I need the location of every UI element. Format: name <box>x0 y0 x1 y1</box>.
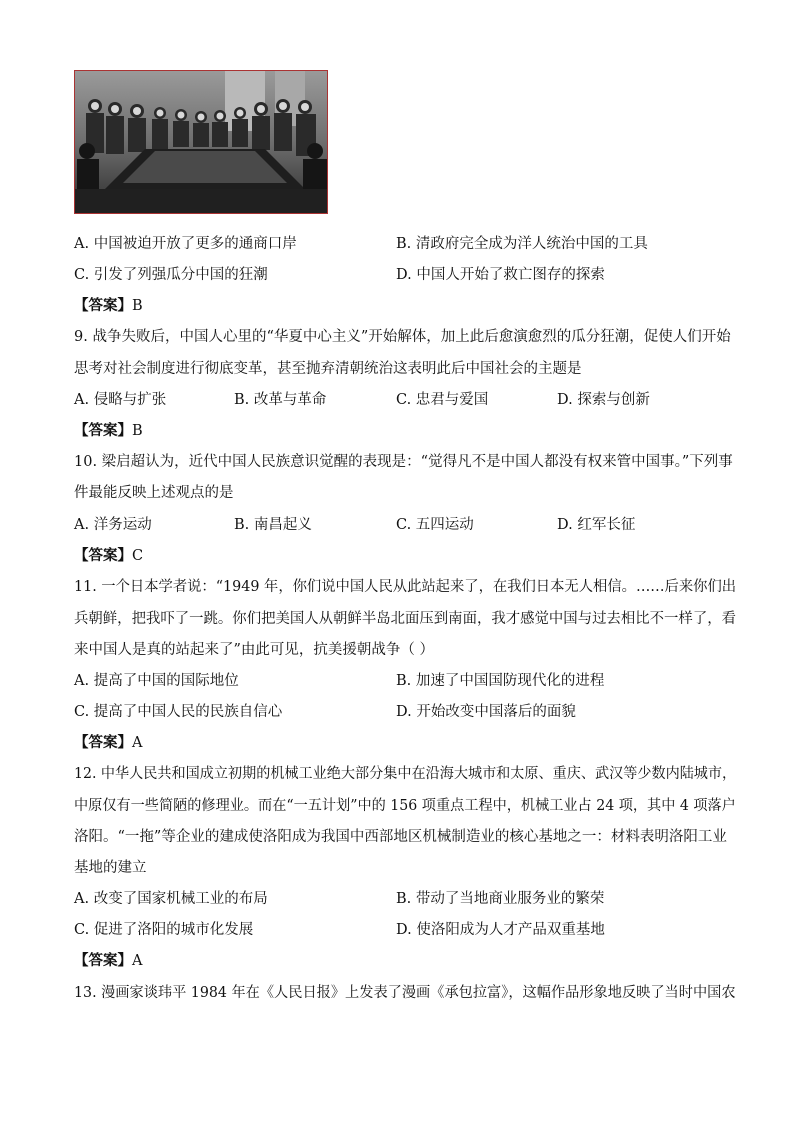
historical-photo <box>74 70 328 214</box>
q12-line-4: 基地的建立 <box>74 860 147 876</box>
q12-line-3: 洛阳。“一拖”等企业的建成使洛阳成为我国中西部地区机械制造业的核心基地之一：材料表明洛阳工业 <box>74 829 727 845</box>
q11-line-1: 11. 一个日本学者说：“1949 年，你们说中国人民从此站起来了，在我们日本无人相信。……后来你们出 <box>74 579 737 595</box>
q11-answer <box>74 733 142 753</box>
q12-option-d: D. 使洛阳成为人才产品双重基地 <box>396 922 605 938</box>
q12-option-a: A. 改变了国家机械工业的布局 <box>74 891 268 907</box>
answer-tag: 【答案】 <box>74 297 132 314</box>
q10-answer <box>74 546 143 566</box>
q9-line-1: 9. 战争失败后，中国人心里的“华夏中心主义”开始解体，加上此后愈演愈烈的瓜分狂潮，促使人们开始 <box>74 329 731 345</box>
q8-option-d: D. 中国人开始了救亡图存的探索 <box>396 267 605 283</box>
answer-tag: 【答案】 <box>74 734 132 751</box>
answer-tag: 【答案】 <box>74 952 132 969</box>
q8-answer <box>74 296 143 316</box>
photo-illustration <box>75 71 327 213</box>
q10-option-a: A. 洋务运动 <box>74 517 152 533</box>
q8-option-b: B. 清政府完全成为洋人统治中国的工具 <box>396 236 648 252</box>
answer-tag: 【答案】 <box>74 422 132 439</box>
q9-option-a: A. 侵略与扩张 <box>74 392 167 408</box>
q12-option-b: B. 带动了当地商业服务业的繁荣 <box>396 891 605 907</box>
answer-value: A <box>132 735 143 751</box>
q13-line-1: 13. 漫画家谈玮平 1984 年在《人民日报》上发表了漫画《承包拉富》，这幅作品形象地反映了当时中国农 <box>74 985 736 1001</box>
q11-line-3: 来中国人是真的站起来了”由此可见，抗美援朝战争（ ） <box>74 642 435 658</box>
q11-option-c: C. 提高了中国人民的民族自信心 <box>74 704 283 720</box>
q12-option-c: C. 促进了洛阳的城市化发展 <box>74 922 254 938</box>
q12-line-1: 12. 中华人民共和国成立初期的机械工业绝大部分集中在沿海大城市和太原、重庆、武汉等少数内陆城市， <box>74 766 737 782</box>
q9-option-c: C. 忠君与爱国 <box>396 392 489 408</box>
q11-option-a: A. 提高了中国的国际地位 <box>74 673 239 689</box>
answer-value: A <box>132 953 143 969</box>
q11-option-b: B. 加速了中国国防现代化的进程 <box>396 673 605 689</box>
q12-answer <box>74 951 142 971</box>
answer-value: B <box>132 298 143 314</box>
q10-line-2: 件最能反映上述观点的是 <box>74 485 234 501</box>
q8-option-c: C. 引发了列强瓜分中国的狂潮 <box>74 267 268 283</box>
q10-option-c: C. 五四运动 <box>396 517 474 533</box>
answer-tag: 【答案】 <box>74 547 132 564</box>
q12-line-2: 中原仅有一些简陋的修理业。而在“一五计划”中的 156 项重点工程中，机械工业占 24 项，其中 4 项落户 <box>74 798 736 814</box>
q10-option-d: D. 红军长征 <box>557 517 636 533</box>
q9-option-d: D. 探索与创新 <box>557 392 650 408</box>
q11-line-2: 兵朝鲜，把我吓了一跳。你们把美国人从朝鲜半岛北面压到南面，我才感觉中国与过去相比不一样了，看 <box>74 611 736 627</box>
q10-line-1: 10. 梁启超认为，近代中国人民族意识觉醒的表现是：“觉得凡不是中国人都没有权来管中国事。”下列事 <box>74 454 733 470</box>
q9-answer <box>74 421 143 441</box>
q8-option-a: A. 中国被迫开放了更多的通商口岸 <box>74 236 297 252</box>
answer-value: C <box>132 548 144 564</box>
q10-option-b: B. 南昌起义 <box>234 517 312 533</box>
q11-option-d: D. 开始改变中国落后的面貌 <box>396 704 576 720</box>
answer-value: B <box>132 423 143 439</box>
q9-option-b: B. 改革与革命 <box>234 392 327 408</box>
q9-line-2: 思考对社会制度进行彻底变革，甚至抛弃清朝统治这表明此后中国社会的主题是 <box>74 361 582 377</box>
